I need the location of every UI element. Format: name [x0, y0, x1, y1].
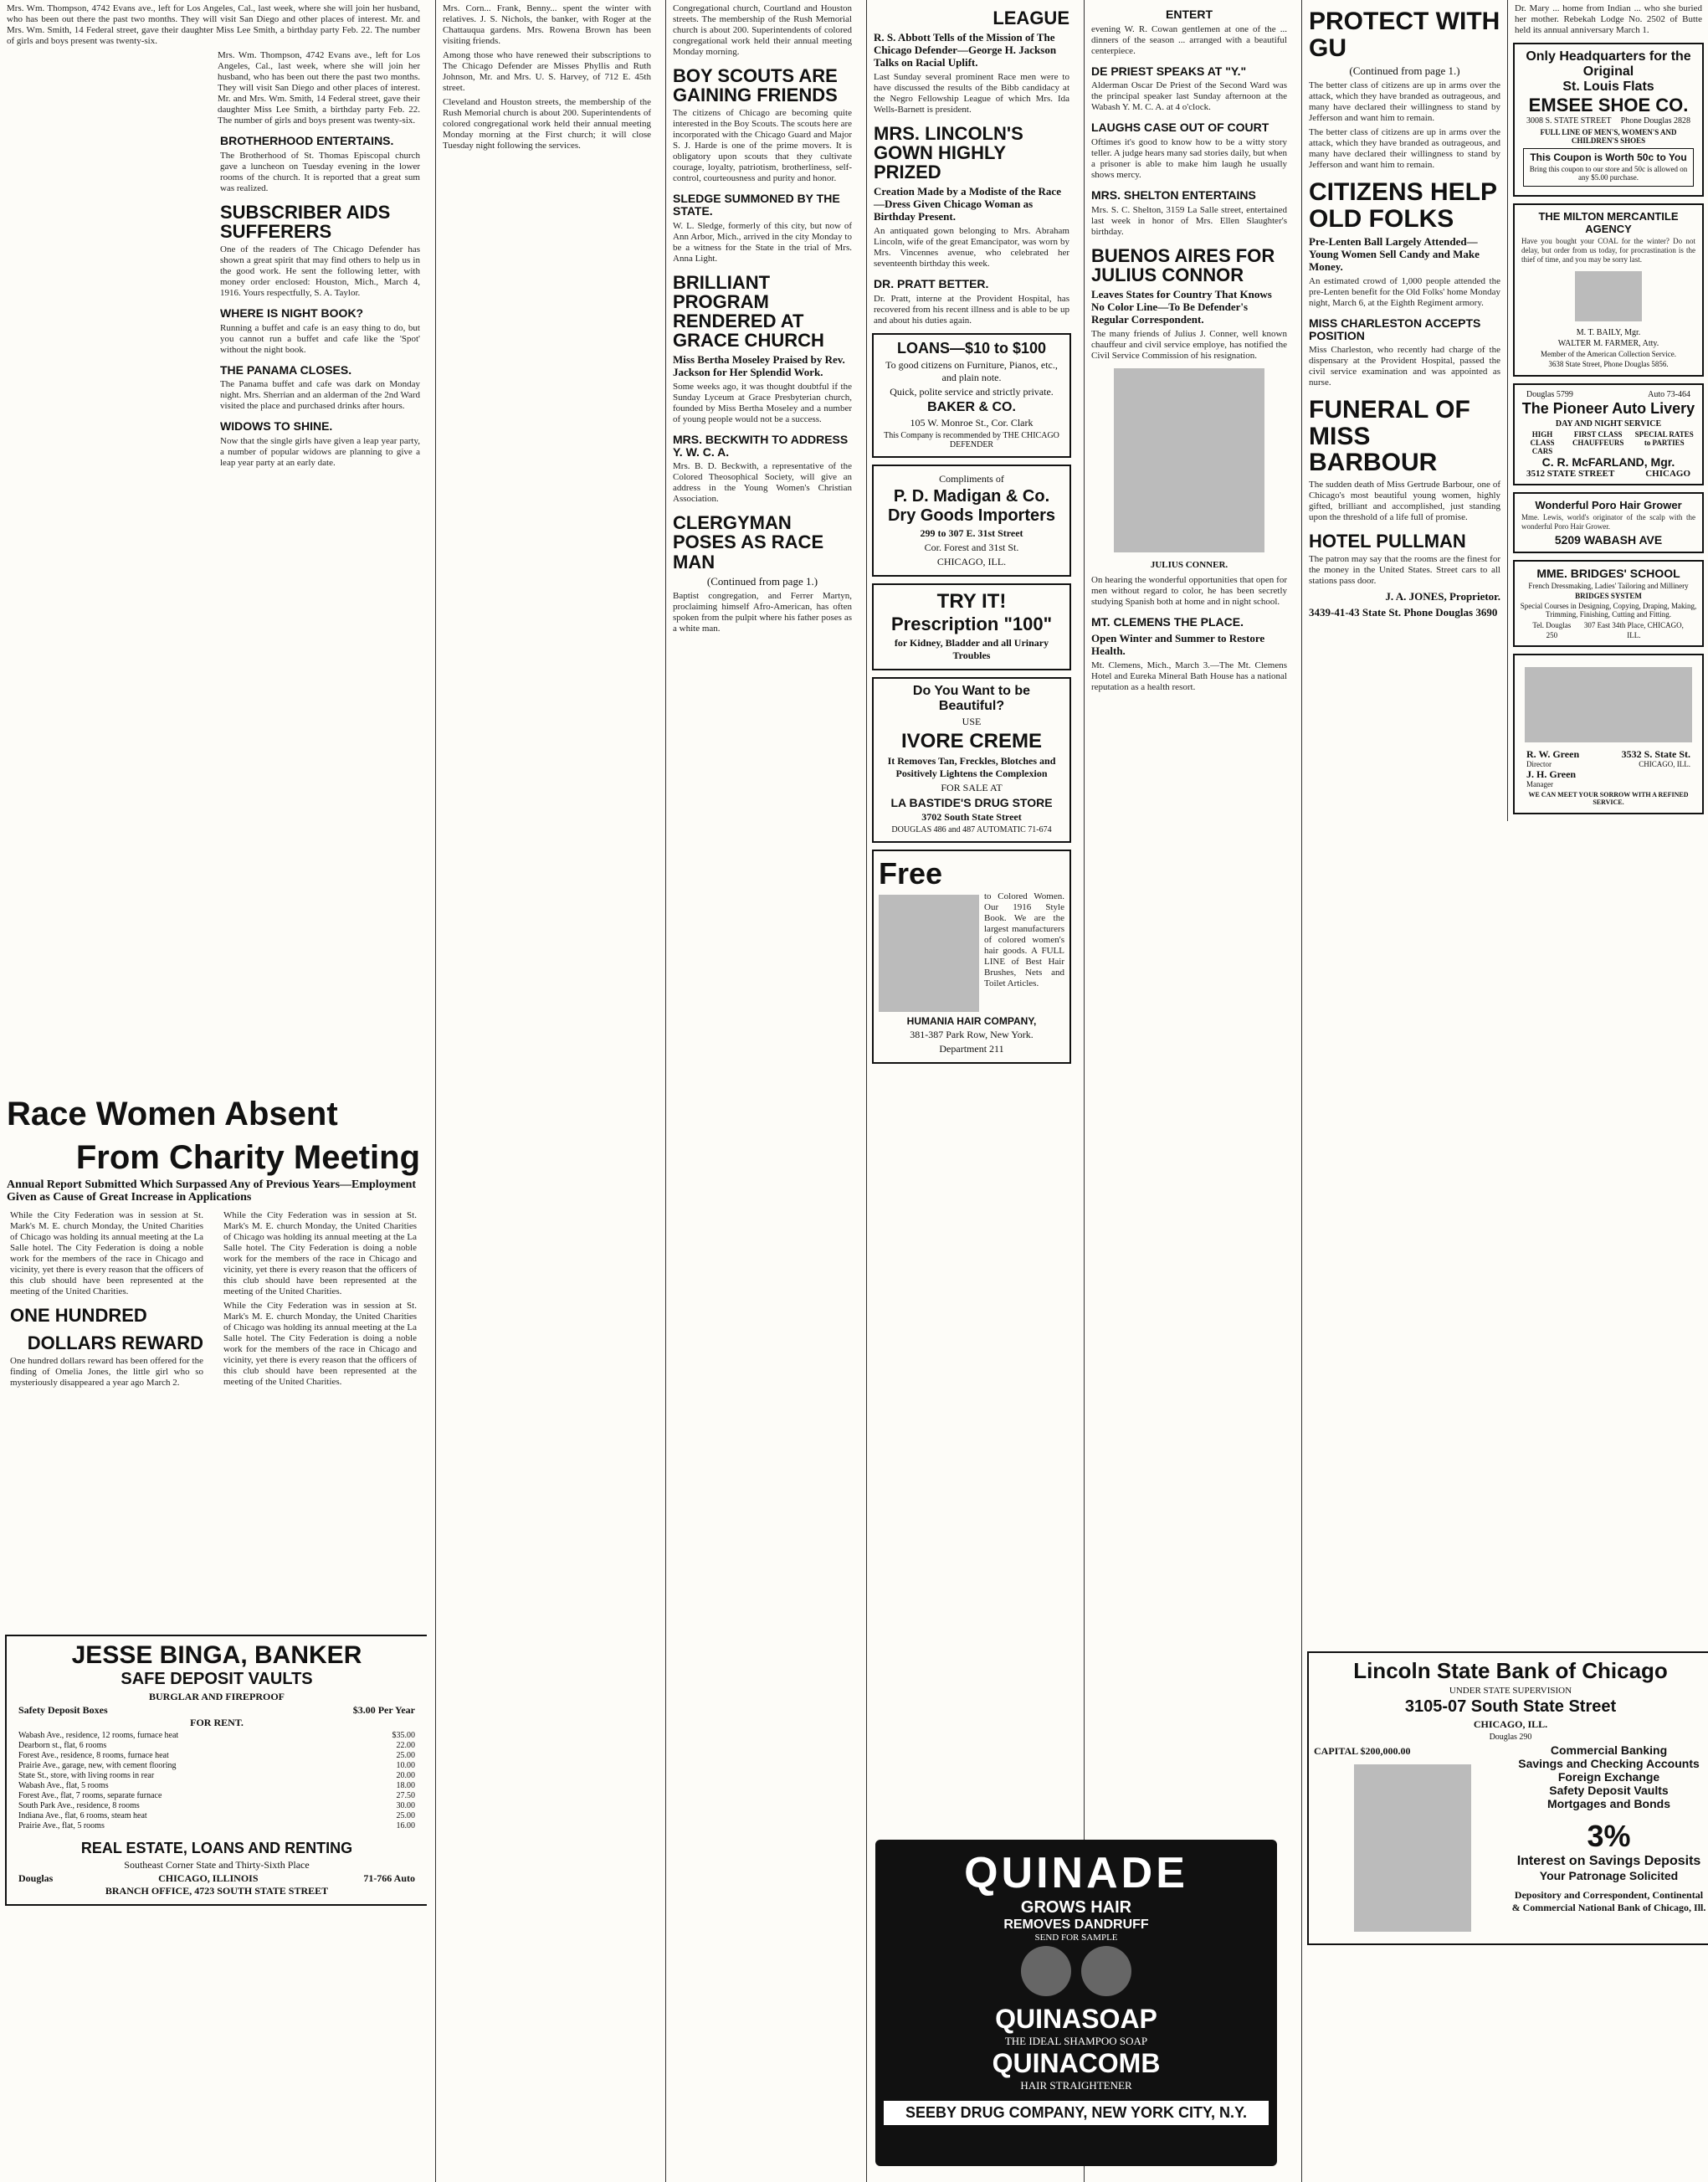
- col2-top-text-2: Among those who have renewed their subscriptions to The Chicago Defender are Misses Phyllis and Ruth Johnson, Mr. and Mrs. U. S. Harvey, of 712 E. 45th street.: [443, 50, 651, 93]
- race-women-heading-2: From Charity Meeting: [75, 1139, 420, 1176]
- table-row: Prairie Ave., flat, 5 rooms 16.00: [18, 1821, 415, 1830]
- pioneer-addr: 3512 STATE STREET: [1526, 469, 1615, 479]
- pioneer-ad: [1513, 383, 1704, 485]
- ivore-line: It Removes Tan, Freckles, Blotches and Positively Lightens the Complexion: [887, 755, 1056, 780]
- ivore-ad: [872, 677, 1071, 843]
- brotherhood-text: The Brotherhood of St. Thomas Episcopal church gave a luncheon on Tuesday evening in the lower rooms of the church. It is reported that a great sum was realized.: [220, 150, 420, 193]
- pioneer-phone-left: Douglas 5799: [1526, 390, 1573, 399]
- lincoln-bank-addr: 3105-07 South State Street: [1404, 1697, 1617, 1716]
- lincoln-bank-phone: Douglas 290: [1489, 1733, 1532, 1742]
- green-ad: [1513, 654, 1704, 814]
- green-name1: R. W. Green: [1526, 748, 1580, 760]
- column-2: [435, 0, 658, 2182]
- table-row: Prairie Ave., garage, new, with cement flooring 10.00: [18, 1761, 415, 1770]
- madigan-sub: Dry Goods Importers: [887, 506, 1056, 526]
- lincoln-bank-capital: CAPITAL $200,000.00: [1314, 1745, 1411, 1757]
- binga-footer3-left: Douglas: [18, 1872, 54, 1884]
- free-addr: 381-387 Park Row, New York.: [910, 1029, 1034, 1041]
- panama-article: [213, 364, 427, 413]
- ivore-title: IVORE CREME: [900, 730, 1043, 753]
- binga-for-rent: FOR RENT.: [190, 1717, 244, 1728]
- prescription-sub: Prescription "100": [890, 614, 1053, 635]
- loans-title: LOANS—$10 to $100: [896, 340, 1047, 357]
- binga-footer4: BRANCH OFFICE, 4723 SOUTH STATE STREET: [105, 1885, 329, 1897]
- shelton-text: Mrs. S. C. Shelton, 3159 La Salle street, entertained last week in honor of Mrs. Ellen Slaughter's birthday.: [1091, 204, 1287, 237]
- seeby-footer: SEEBY DRUG COMPANY, NEW YORK CITY, N.Y.: [884, 2101, 1269, 2125]
- race-women-text-cont-2: While the City Federation was in session at St. Mark's M. E. church Monday, the United Charities of Chicago was holding its annual meeting at the La Salle hotel. The City Federation is doing a noble work for the members of the race in Chicago and vicinity, yet there is every reason that the officers of this club should have been represented at the meeting of the United Charities.: [223, 1301, 417, 1387]
- laughs-text: Oftimes it's good to know how to be a witty story teller. A judge hears many sad stories daily, but when a prisoner is able to make him laugh he usually shows mercy.: [1091, 137, 1287, 181]
- bridges-addr: 307 East 34th Place, CHICAGO, ILL.: [1583, 621, 1684, 639]
- sledge-heading: SLEDGE SUMMONED BY THE STATE.: [673, 192, 840, 218]
- col2-top-text: Mrs. Corn... Frank, Benny... spent the winter with relatives. J. S. Nichols, the banker, with Roger at the Chattauqua gardens. Mrs. Rowena Brown has been visiting friends.: [443, 3, 651, 46]
- bridges-ad: [1513, 560, 1704, 647]
- panama-text: The Panama buffet and cafe was dark on Monday night. Mrs. Sherrian and an alderman of the 2nd Ward visited the place and purchased drinks after hours.: [220, 379, 420, 412]
- poro-addr: 5209 WABASH AVE: [1554, 533, 1663, 547]
- clergyman-text: Baptist congregation, and Ferrer Martyn, proclaiming himself Afro-American, has often spoken from the pulpit where his father poses as a white man.: [673, 590, 852, 634]
- bridges-sub: French Dressmaking, Ladies' Tailoring and Millinery: [1528, 582, 1689, 590]
- hearse-image: [1525, 667, 1692, 742]
- emsee-addr: 3008 S. STATE STREET: [1526, 116, 1612, 126]
- binga-title: JESSE BINGA, BANKER: [71, 1641, 362, 1669]
- abbott-text: Last Sunday several prominent Race men were to have discussed the results of the Bibb candidacy at the Negro Fellowship League of which Mrs. Ida Wells-Barnett is president.: [874, 72, 1069, 116]
- madigan-line1: Compliments of: [939, 473, 1004, 485]
- quinade-title: QUINADE: [964, 1849, 1188, 1897]
- pioneer-col-3: SPECIAL RATES to PARTIES: [1634, 430, 1694, 447]
- emsee-coupon: This Coupon is Worth 50c to You: [1530, 151, 1687, 163]
- buenos-text-2: On hearing the wonderful opportunities that open for men without regard to color, he has been secretly studying Spanish both at home and in night school.: [1091, 574, 1287, 607]
- lincoln-bank-rate: 3%: [1587, 1819, 1631, 1853]
- lincoln-bank-rate-sub: Interest on Savings Deposits: [1516, 1854, 1701, 1868]
- subscriber-heading: SUBSCRIBER AIDS SUFFERERS: [220, 201, 391, 242]
- quinasoap-title: QUINASOAP: [995, 2004, 1157, 2034]
- protect-text: The better class of citizens are up in arms over the attack, which they have branded as outrageous, and many have declared their willingness to stand by Jefferson and want him to remain.: [1309, 80, 1500, 123]
- clergyman-continued: (Continued from page 1.): [706, 574, 818, 588]
- lincoln-bank-ad: [1307, 1651, 1708, 1945]
- col2-rest-text: Cleveland and Houston streets, the membership of the Rush Memorial church is about 200. Superintendents of colored congregational work held their annual meeting Monday morning at the First church; it will close Tuesday night following the services.: [443, 97, 651, 151]
- emsee-title: EMSEE SHOE CO.: [1528, 95, 1689, 116]
- lincoln-deck: Creation Made by a Modiste of the Race—Dress Given Chicago Woman as Birthday Present.: [874, 185, 1061, 223]
- milton-member: Member of the American Collection Service.: [1541, 350, 1676, 358]
- quinade-sub2: REMOVES DANDRUFF: [1003, 1918, 1149, 1932]
- binga-footer3-mid: CHICAGO, ILLINOIS: [158, 1872, 259, 1884]
- bridges-sub2: BRIDGES SYSTEM: [1575, 592, 1642, 600]
- table-row: Indiana Ave., flat, 6 rooms, steam heat 25.00: [18, 1811, 415, 1820]
- free-dept: Department 211: [939, 1043, 1004, 1055]
- automobile-image: [1575, 271, 1642, 321]
- clergyman-heading: CLERGYMAN POSES AS RACE MAN: [673, 512, 824, 572]
- cash-register-image: [1354, 1764, 1471, 1932]
- boy-scouts-text: The citizens of Chicago are becoming quite interested in the Boy Scouts. The scouts here are incorporated with the Chicago Guard and Major S. J. Harde is one of the prime movers. It is obligatory upon scouts that they cultivate courage, loyalty, patriotism, brotherliness, self-control, courteousness and purity and honor.: [673, 108, 852, 184]
- binga-price: $3.00 Per Year: [352, 1704, 415, 1716]
- prescription-ad: [872, 583, 1071, 670]
- loans-addr: 105 W. Monroe St., Cor. Clark: [910, 417, 1034, 429]
- col3-top-text: Congregational church, Courtland and Houston streets. The membership of the Rush Memorial church is about 200. Superintendents of colored congregational work held their annual meeting Monday morning.: [673, 3, 852, 57]
- binga-rent-list: [12, 1731, 422, 1831]
- table-row: Wabash Ave., flat, 5 rooms 18.00: [18, 1781, 415, 1790]
- grace-heading: BRILLIANT PROGRAM RENDERED AT GRACE CHURCH: [673, 271, 824, 351]
- table-row: South Park Ave., residence, 8 rooms 30.00: [18, 1801, 415, 1810]
- social-notes: Mrs. Wm. Thompson, 4742 Evans ave., left for Los Angeles, Cal., last week, where she will join her husband, who has been out there the past two months. They will visit San Diego and other places of interest. Mr. and Mrs. Wm. Smith, 14 Federal street, gave their daughter Miss Lee Smith, a birthday party Feb. 22. The number of girls and boys present was twenty-six.: [7, 3, 420, 46]
- milton-title: THE MILTON MERCANTILE AGENCY: [1538, 210, 1679, 235]
- milton-text: Have you bought your COAL for the winter? Do not delay, but order from us today, for procrastination is the thief of time, and you may be sorry last.: [1521, 237, 1695, 264]
- binga-ad: [5, 1635, 427, 1906]
- madigan-addr: 299 to 307 E. 31st Street: [920, 527, 1023, 540]
- ivore-addr: 3702 South State Street: [921, 811, 1022, 824]
- quinade-ad: [875, 1840, 1277, 2166]
- free-title: Free: [879, 856, 943, 891]
- entert-heading: ENTERT: [1166, 8, 1213, 21]
- abbott-deck: R. S. Abbott Tells of the Mission of The Chicago Defender—George H. Jackson Talks on Racial Uplift.: [874, 31, 1057, 69]
- charleston-text: Miss Charleston, who recently had charge of the dispensary at the Provident Hospital, passed the civil service examination and was appointed as nurse.: [1309, 345, 1500, 388]
- binga-footer1: REAL ESTATE, LOANS AND RENTING: [80, 1840, 353, 1856]
- pullman-prop: J. A. JONES, Proprietor.: [1385, 589, 1500, 603]
- widows-text: Now that the single girls have given a leap year party, a number of popular widows are planning to give a leap year party at an early date.: [220, 435, 420, 468]
- citizens-text: An estimated crowd of 1,000 people attended the pre-Lenten benefit for the Old Folks' home Monday night, March 6, at the Eighth Regiment armory.: [1309, 276, 1500, 308]
- pullman-heading: HOTEL PULLMAN: [1309, 530, 1466, 552]
- emsee-phone: Phone Douglas 2828: [1620, 116, 1690, 126]
- race-women-heading-1: Race Women Absent: [7, 1096, 338, 1132]
- league-heading: LEAGUE: [992, 8, 1069, 28]
- column-1: [0, 0, 427, 2182]
- table-row: Wabash Ave., residence, 12 rooms, furnace heat $35.00: [18, 1731, 415, 1740]
- woman-portrait-icon: [1081, 1946, 1131, 1996]
- column-3: [665, 0, 859, 2182]
- beckwith-text: Mrs. B. D. Beckwith, a representative of the Colored Theosophical Society, will give an address in the Young Women's Christian Association.: [673, 461, 852, 505]
- protect-text-2: The better class of citizens are up in arms over the attack, which they have branded as outrageous, and many have declared their willingness to stand by Jefferson and want him to remain.: [1309, 127, 1500, 170]
- loans-ad: [872, 333, 1071, 458]
- lincoln-bank-service-2: Savings and Checking Accounts: [1518, 1757, 1700, 1770]
- col6-top-notes: Dr. Mary ... home from Indian ... who she buried her mother. Rebekah Lodge No. 2502 of Butte held its annual anniversary March 1.: [1515, 3, 1702, 35]
- panama-heading: THE PANAMA CLOSES.: [220, 362, 352, 377]
- race-women-text-cont: While the City Federation was in session at St. Mark's M. E. church Monday, the United Charities of Chicago was holding its annual meeting at the La Salle hotel. The City Federation is doing a noble work for the members of the race in Chicago and vicinity, yet there is every reason that the officers of this club should have been represented at the meeting of the United Charities.: [223, 1210, 417, 1296]
- shelton-heading: MRS. SHELTON ENTERTAINS: [1091, 188, 1256, 203]
- lincoln-bank-sub: UNDER STATE SUPERVISION: [1449, 1686, 1572, 1696]
- prescription-line: for Kidney, Bladder and all Urinary Troubles: [894, 637, 1049, 662]
- quinade-sub1: GROWS HAIR: [1020, 1898, 1132, 1917]
- boy-scouts-heading: BOY SCOUTS ARE GAINING FRIENDS: [673, 65, 838, 106]
- emsee-line2: St. Louis Flats: [1562, 80, 1654, 94]
- milton-ad: [1513, 203, 1704, 377]
- buenos-text: The many friends of Julius J. Conner, well known chauffeur and civil service employe, has notified the Civil Service Commission of his resignation.: [1091, 328, 1287, 361]
- binga-deposit: Safety Deposit Boxes: [18, 1704, 108, 1716]
- night-book-article: [213, 307, 427, 356]
- poro-title: Wonderful Poro Hair Grower: [1535, 499, 1682, 511]
- green-addr: 3532 S. State St.: [1621, 748, 1690, 760]
- quinacomb-sub: HAIR STRAIGHTENER: [1020, 2079, 1132, 2092]
- milton-addr: 3638 State Street, Phone Douglas 5856.: [1548, 360, 1669, 368]
- ivore-store: LA BASTIDE'S DRUG STORE: [890, 796, 1053, 810]
- emsee-ad: [1513, 43, 1704, 197]
- reward-heading-2: DOLLARS REWARD: [27, 1332, 203, 1354]
- column-6: [1301, 0, 1708, 2182]
- night-book-text: Running a buffet and cafe is an easy thing to do, but you cannot run a buffet and cafe like the 'Spot' without the night book.: [220, 322, 420, 355]
- emsee-coupon-sub: Bring this coupon to our store and 50c is allowed on any $5.00 purchase.: [1529, 165, 1688, 182]
- quinacomb-title: QUINACOMB: [992, 2048, 1161, 2078]
- milton-name2: WALTER M. FARMER, Atty.: [1557, 339, 1659, 348]
- lincoln-bank-title: Lincoln State Bank of Chicago: [1353, 1658, 1668, 1683]
- night-book-heading: WHERE IS NIGHT BOOK?: [220, 305, 364, 320]
- quinasoap-sub: THE IDEAL SHAMPOO SOAP: [1004, 2035, 1148, 2047]
- ivore-use: USE: [962, 716, 982, 728]
- table-row: Dearborn st., flat, 6 rooms 22.00: [18, 1741, 415, 1750]
- ivore-sale: FOR SALE AT: [941, 782, 1003, 794]
- bridges-line: Special Courses in Designing, Copying, Draping, Making, Trimming, Finishing, Cutting and Fitting.: [1520, 602, 1697, 619]
- lincoln-bank-service-4: Safety Deposit Vaults: [1549, 1784, 1669, 1797]
- citizens-heading: CITIZENS HELP OLD FOLKS: [1309, 178, 1497, 233]
- protect-heading: PROTECT WITH GU: [1309, 8, 1500, 62]
- emsee-line1: Only Headquarters for the Original: [1526, 49, 1691, 79]
- table-row: Forest Ave., residence, 8 rooms, furnace heat 25.00: [18, 1751, 415, 1760]
- pioneer-sub: DAY AND NIGHT SERVICE: [1555, 419, 1662, 429]
- milton-name1: M. T. BAILY, Mgr.: [1576, 328, 1641, 337]
- race-women-text: While the City Federation was in session at St. Mark's M. E. church Monday, the United Charities of Chicago was holding its annual meeting at the La Salle hotel. The City Federation is doing a noble work for the members of the race in Chicago and vicinity, yet there is every reason that the officers of this club should have been represented at the meeting of the United Charities.: [10, 1210, 203, 1296]
- woman-portrait-icon: [1021, 1946, 1071, 1996]
- pioneer-phone-right: Auto 73-464: [1648, 390, 1690, 399]
- brotherhood-heading: BROTHERHOOD ENTERTAINS.: [220, 134, 394, 147]
- free-ad: [872, 850, 1071, 1064]
- reward-heading-1: ONE HUNDRED: [10, 1305, 147, 1326]
- brotherhood-article: [213, 135, 427, 194]
- grace-text: Some weeks ago, it was thought doubtful if the Sunday Lyceum at Grace Presbyterian church, founded by Miss Bertha Moseley and a number of young people would not be a success.: [673, 381, 852, 424]
- lincoln-heading: MRS. LINCOLN'S GOWN HIGHLY PRIZED: [874, 123, 1023, 183]
- pullman-text: The patron may say that the rooms are the finest for the money in the United States. Street cars to all stations pass door.: [1309, 553, 1500, 586]
- pullman-addr: 3439-41-43 State St. Phone Douglas 3690: [1309, 605, 1498, 619]
- clemens-heading: MT. CLEMENS THE PLACE.: [1091, 614, 1244, 629]
- poro-text: Mme. Lewis, world's originator of the scalp with the wonderful Poro Hair Grower.: [1521, 513, 1695, 531]
- madigan-addr2: Cor. Forest and 31st St.: [924, 542, 1019, 554]
- lincoln-bank-service-5: Mortgages and Bonds: [1546, 1797, 1670, 1810]
- laughs-heading: LAUGHS CASE OUT OF COURT: [1091, 121, 1269, 135]
- free-text: to Colored Women. Our 1916 Style Book. We are the largest manufacturers of colored women's hair goods. A FULL LINE of Best Hair Brushes, Nets and Toilet Articles.: [984, 891, 1064, 989]
- green-name2: J. H. Green: [1526, 768, 1577, 780]
- lincoln-bank-depository: Depository and Correspondent, Continental & Commercial National Bank of Chicago, Ill.: [1511, 1889, 1706, 1913]
- pioneer-mgr: C. R. McFARLAND, Mgr.: [1541, 455, 1675, 469]
- subscriber-article: [213, 203, 427, 299]
- pioneer-title: The Pioneer Auto Livery: [1521, 400, 1695, 417]
- binga-footer3-right: 71-766 Auto: [363, 1872, 415, 1884]
- ivore-q: Do You Want to be Beautiful?: [912, 684, 1031, 714]
- subscriber-text: One of the readers of The Chicago Defender has shown a great spirit that may find others to help us in the good work. He sent the following letter, with money order enclosed: Houston, Mich., March 4, 1916. Yours respectfully, S. A. Taylor.: [220, 244, 420, 298]
- poro-ad: [1513, 492, 1704, 553]
- julius-conner-photo: [1114, 368, 1264, 552]
- binga-sub2: BURGLAR AND FIREPROOF: [148, 1691, 285, 1702]
- race-women-article: [0, 1088, 427, 1392]
- barbour-text: The sudden death of Miss Gertrude Barbour, one of Chicago's most beautiful young women, highly gifted, brilliant and accomplished, just standing upon the threshold of a life full of promise.: [1309, 479, 1500, 522]
- table-row: Forest Ave., flat, 7 rooms, separate furnace 27.50: [18, 1791, 415, 1800]
- pioneer-col-2: FIRST CLASS CHAUFFEURS: [1572, 430, 1624, 447]
- julius-conner-caption: JULIUS CONNER.: [1150, 559, 1228, 570]
- sledge-text: W. L. Sledge, formerly of this city, but now of Ann Arbor, Mich., arrived in the city Monday to be a witness for the State in the trial of Mrs. Anna Light.: [673, 220, 852, 264]
- pioneer-city: CHICAGO: [1645, 469, 1690, 479]
- clemens-text: Mt. Clemens, Mich., March 3.—The Mt. Clemens Hotel and Eureka Mineral Bath House has a national reputation as a health resort.: [1091, 660, 1287, 692]
- lincoln-text: An antiquated gown belonging to Mrs. Abraham Lincoln, wife of the great Emancipator, was worn by Mrs. Vincennes avenue, who celebrated her seventeenth birthday this week.: [874, 226, 1069, 270]
- pratt-text: Dr. Pratt, interne at the Provident Hospital, has recovered from his recent illness and is able to be up and about his duties again.: [874, 294, 1069, 326]
- madigan-title: P. D. Madigan & Co.: [893, 487, 1050, 506]
- barbour-heading: FUNERAL OF MISS BARBOUR: [1309, 396, 1470, 477]
- green-role2: Manager: [1526, 780, 1553, 788]
- green-motto: WE CAN MEET YOUR SORROW WITH A REFINED SERVICE.: [1528, 791, 1689, 806]
- citizens-deck: Pre-Lenten Ball Largely Attended—Young Women Sell Candy and Make Money.: [1309, 235, 1480, 273]
- buenos-deck: Leaves States for Country That Knows No Color Line—To Be Defender's Regular Correspondent.: [1091, 287, 1272, 326]
- quinade-sub3: SEND FOR SAMPLE: [1034, 1933, 1118, 1943]
- table-row: State St., store, with living rooms in rear 20.00: [18, 1771, 415, 1780]
- lincoln-bank-service-1: Commercial Banking: [1550, 1743, 1668, 1757]
- widows-heading: WIDOWS TO SHINE.: [220, 419, 333, 434]
- loans-line1: To good citizens on Furniture, Pianos, etc., and plain note.: [885, 359, 1058, 384]
- binga-footer2: Southeast Corner State and Thirty-Sixth Place: [124, 1859, 310, 1871]
- charleston-heading: MISS CHARLESTON ACCEPTS POSITION: [1309, 316, 1481, 342]
- ivore-phones: DOUGLAS 486 and 487 AUTOMATIC 71-674: [891, 825, 1052, 835]
- loans-note: This Company is recommended by THE CHICAGO DEFENDER: [884, 431, 1059, 450]
- race-women-deck: Annual Report Submitted Which Surpassed Any of Previous Years—Employment Given as Cause of Great Increase in Applications: [7, 1178, 417, 1204]
- col5-top-text: evening W. R. Cowan gentlemen at one of the ... dinners of the season ... arranged with a beautiful centerpiece.: [1091, 23, 1287, 56]
- lincoln-bank-patronage: Your Patronage Solicited: [1539, 1869, 1679, 1882]
- buenos-heading: BUENOS AIRES FOR JULIUS CONNOR: [1091, 244, 1275, 285]
- depriest-heading: DE PRIEST SPEAKS AT "Y.": [1091, 64, 1247, 78]
- bridges-title: MME. BRIDGES' SCHOOL: [1536, 567, 1680, 580]
- green-role1: Director: [1526, 760, 1552, 768]
- depriest-text: Alderman Oscar De Priest of the Second Ward was the principal speaker last Sunday afternoon at the Wabash Y. M. C. A. at 4 o'clock.: [1091, 80, 1287, 113]
- social-notes-2: Mrs. Wm. Thompson, 4742 Evans ave., left for Los Angeles, Cal., last week, where she will join her husband, who has been out there the past two months. They will visit San Diego and other places of interest. Mr. and Mrs. Wm. Smith, 14 Federal street, gave their daughter Miss Lee Smith, a birthday party Feb. 22. The number of girls and boys present was twenty-six.: [218, 50, 420, 126]
- reward-text: One hundred dollars reward has been offered for the finding of Omelia Jones, the little girl who so mysteriously disappeared a year ago March 2.: [10, 1356, 203, 1389]
- widows-article: [213, 420, 427, 469]
- grace-deck: Miss Bertha Moseley Praised by Rev. Jackson for Her Splendid Work.: [673, 352, 845, 378]
- pratt-heading: DR. PRATT BETTER.: [874, 277, 989, 291]
- lincoln-bank-city: CHICAGO, ILL.: [1473, 1718, 1548, 1730]
- loans-line2: Quick, polite service and strictly private.: [890, 386, 1054, 398]
- madigan-city: CHICAGO, ILL.: [936, 556, 1007, 568]
- pioneer-col-1: HIGH CLASS CARS: [1530, 430, 1555, 455]
- clemens-deck: Open Winter and Summer to Restore Health.: [1091, 631, 1265, 657]
- binga-subtitle: SAFE DEPOSIT VAULTS: [121, 1670, 313, 1688]
- emsee-line3: FULL LINE OF MEN'S, WOMEN'S AND CHILDREN'S SHOES: [1540, 128, 1677, 145]
- free-co: HUMANIA HAIR COMPANY,: [906, 1015, 1037, 1028]
- bridges-tel: Tel. Douglas 250: [1532, 621, 1572, 639]
- woman-portrait-image: [879, 895, 979, 1012]
- madigan-ad: [872, 465, 1071, 577]
- beckwith-heading: MRS. BECKWITH TO ADDRESS Y. W. C. A.: [673, 432, 849, 459]
- lincoln-bank-service-3: Foreign Exchange: [1557, 1770, 1660, 1784]
- protect-continued: (Continued from page 1.): [1349, 64, 1460, 77]
- prescription-title: TRY IT!: [936, 590, 1007, 614]
- green-city: CHICAGO, ILL.: [1639, 760, 1690, 768]
- loans-name: BAKER & CO.: [927, 400, 1016, 415]
